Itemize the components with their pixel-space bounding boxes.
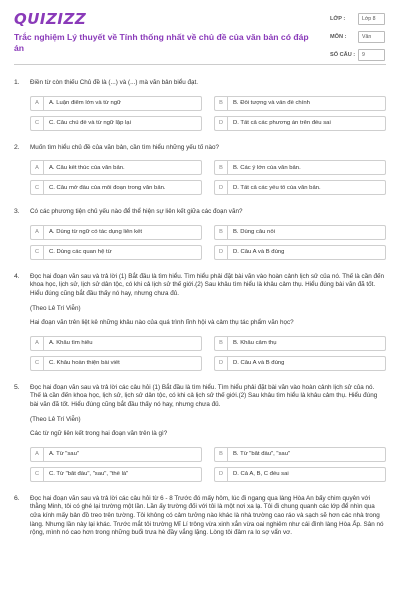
answer-option-c[interactable] xyxy=(30,356,202,371)
question-text: Đọc hai đoạn văn sau và trả lời (1) Bắt đầu là tìm hiểu. Tìm hiểu phải đặt bài văn vào hoàn cảnh lịch sử của nó. Thế là cần đến khoa học, lịch sử, lịch sử dân tộc, có khi cả lịch sử thế giới.(2) Sau khâu tìm hiểu là khâu cảm thụ. Hiểu đúng bài văn đã tốt. Hiểu đúng cũng bắt đầu thấy nó hay, nhưng chưa đủ. xyxy=(30,272,384,297)
option-letter: B xyxy=(215,226,228,239)
question-2 xyxy=(0,144,400,196)
answer-option-b[interactable] xyxy=(214,336,386,351)
option-letter: B xyxy=(215,448,228,461)
answer-option-a[interactable] xyxy=(30,96,202,111)
answer-option-a[interactable] xyxy=(30,225,202,240)
question-number: 4. xyxy=(14,272,20,280)
answer-option-d[interactable] xyxy=(214,116,386,131)
meta-row-subject xyxy=(330,28,388,46)
option-letter: B xyxy=(215,337,228,350)
option-text: C. Khâu hoàn thiện bài viết xyxy=(49,360,120,367)
meta-label: MÔN : xyxy=(330,34,347,40)
option-letter: D xyxy=(215,468,228,481)
question-number: 5. xyxy=(14,383,20,391)
option-text: C. Câu chủ đề và từ ngữ lặp lại xyxy=(49,120,131,127)
option-letter: A xyxy=(31,448,44,461)
option-letter: C xyxy=(31,181,44,194)
meta-value-box: Văn xyxy=(358,31,385,43)
option-text: A. Luận điểm lớn và từ ngữ xyxy=(49,100,122,107)
question-1 xyxy=(0,79,400,131)
option-text: C. Câu mở đầu của mỗi đoạn trong văn bản. xyxy=(49,184,166,191)
answer-option-d[interactable] xyxy=(214,467,386,482)
answer-option-a[interactable] xyxy=(30,160,202,175)
option-text: B. Khâu cảm thụ xyxy=(233,340,277,347)
meta-value-box: 9 xyxy=(358,49,385,61)
answer-option-c[interactable] xyxy=(30,180,202,195)
option-letter: C xyxy=(31,468,44,481)
question-text: Điền từ còn thiếu Chủ đề là (...) và (...) mà văn bản biểu đạt. xyxy=(30,79,199,86)
answer-option-c[interactable] xyxy=(30,467,202,482)
option-letter: C xyxy=(31,117,44,130)
answer-options xyxy=(30,96,386,131)
quizizz-logo: QUIZIZZ xyxy=(14,10,87,28)
meta-row-class xyxy=(330,10,388,28)
answer-option-b[interactable] xyxy=(214,225,386,240)
answer-option-c[interactable] xyxy=(30,245,202,260)
option-letter: A xyxy=(31,337,44,350)
option-letter: D xyxy=(215,181,228,194)
option-text: A. Khâu tìm hiểu xyxy=(49,340,93,347)
option-text: C. Dùng các quan hệ từ xyxy=(49,249,112,256)
option-text: A. Câu kết thúc của văn bản. xyxy=(49,164,125,171)
option-letter: D xyxy=(215,117,228,130)
answer-options xyxy=(30,447,386,482)
option-text: B. Từ "bắt đầu", "sau" xyxy=(233,451,291,458)
answer-option-a[interactable] xyxy=(30,447,202,462)
option-letter: A xyxy=(31,226,44,239)
question-text: Đọc hai đoạn văn sau và trả lời các câu hỏi (1) Bắt đầu là tìm hiểu. Tìm hiểu phải đặt bài văn vào hoàn cảnh lịch sử của nó. Thế là cần đến khoa học, lịch sử, lịch sử dân tộc, có khi cả lịch sử thế giới.(2) Sau khâu tìm hiểu là khâu cảm thụ. Hiểu đúng bài văn đã tốt. Hiểu đúng cũng bắt đầu thấy nó hay, nhưng chưa đủ. xyxy=(30,383,378,408)
question-prompt: Các từ ngữ liên kết trong hai đoạn văn trên là gì? xyxy=(30,430,168,438)
answer-option-d[interactable] xyxy=(214,180,386,195)
option-letter: A xyxy=(31,97,44,110)
option-letter: C xyxy=(31,246,44,259)
question-text: Muốn tìm hiểu chủ đề của văn bản, cần tìm hiểu những yếu tố nào? xyxy=(30,143,220,151)
option-letter: B xyxy=(215,97,228,110)
question-number: 1. xyxy=(14,79,20,86)
question-number: 3. xyxy=(14,208,20,216)
option-text: D. Cả A, B, C đều sai xyxy=(233,471,289,478)
answer-option-d[interactable] xyxy=(214,245,386,260)
worksheet-meta xyxy=(330,10,388,64)
option-text: D. Câu A và B đúng xyxy=(233,360,285,367)
question-text: Có các phương tiện chủ yếu nào để thể hiện sự liên kết giữa các đoạn văn? xyxy=(30,208,243,216)
meta-label: SỐ CÂU : xyxy=(330,52,356,58)
meta-value-box: Lớp 8 xyxy=(358,13,385,25)
answer-option-b[interactable] xyxy=(214,160,386,175)
worksheet-header xyxy=(0,0,400,66)
answer-option-a[interactable] xyxy=(30,336,202,351)
option-letter: B xyxy=(215,161,228,174)
answer-option-d[interactable] xyxy=(214,356,386,371)
answer-option-b[interactable] xyxy=(214,447,386,462)
header-divider xyxy=(14,64,386,65)
answer-options xyxy=(30,336,386,371)
option-text: B. Đối tượng và vấn đề chính xyxy=(233,100,310,107)
option-letter: D xyxy=(215,246,228,259)
option-text: B. Các ý lớn của văn bản. xyxy=(233,164,301,171)
question-source: (Theo Lê Trí Viễn) xyxy=(30,304,81,312)
page-title: Trắc nghiệm Lý thuyết về Tính thống nhất về chủ đề của văn bản có đáp án xyxy=(14,32,309,53)
question-source: (Theo Lê Trí Viễn) xyxy=(30,415,81,423)
question-prompt: Hai đoạn văn trên liệt kê những khâu nào của quá trình lĩnh hội và cảm thụ tác phẩm văn học? xyxy=(30,319,294,327)
question-5 xyxy=(0,384,400,482)
question-number: 2. xyxy=(14,143,20,151)
answer-options xyxy=(30,160,386,195)
question-3 xyxy=(0,208,400,260)
option-text: B. Dùng câu nối xyxy=(233,229,275,236)
option-letter: A xyxy=(31,161,44,174)
option-letter: C xyxy=(31,357,44,370)
option-text: A. Từ "sau" xyxy=(49,451,79,458)
option-text: D. Câu A và B đúng xyxy=(233,249,285,256)
option-text: C. Từ "bắt đầu", "sau", "thế là" xyxy=(49,471,129,478)
option-text: A. Dùng từ ngữ có tác dụng liên kết xyxy=(49,229,143,236)
question-4 xyxy=(0,273,400,371)
meta-label: LỚP : xyxy=(330,16,346,22)
question-number: 6. xyxy=(14,494,20,502)
answer-options xyxy=(30,225,386,260)
answer-option-c[interactable] xyxy=(30,116,202,131)
question-text: Đọc hai đoạn văn sau và trả lời các câu hỏi từ 6 - 8 Trước đó mấy hôm, lúc đi ngang qua làng Hòa An bấy chim quyên với thằng Minh, tôi có ghé lại trường một lần. Lần ấy trường đối với tôi là một nơi xa lạ. Tôi đi chung quanh các lớp để nhìn qua cửa kính mấy bản đồ treo trên tường. Tôi không có cảm tưởng nào khác là nhà trường cao ráo và sạch sẽ hơn các nhà trong làng. Nhưng lần này lại khác. Trước mắt tôi trường Mĩ Lí trông vừa xinh xắn vừa oai nghiêm như cái đình làng Hòa Ấp. Sân nó rộng, mình nó cao hơn trong những buổi trưa hè đầy vắng lặng. Lòng tôi đâm ra lo sợ vẩn vơ. xyxy=(30,494,384,537)
question-6 xyxy=(0,495,400,538)
option-letter: D xyxy=(215,357,228,370)
option-text: D. Tất cả các phương án trên đều sai xyxy=(233,120,331,127)
meta-row-count xyxy=(330,46,388,64)
option-text: D. Tất cả các yếu tố của văn bản. xyxy=(233,184,321,191)
question-list xyxy=(0,66,400,538)
answer-option-b[interactable] xyxy=(214,96,386,111)
